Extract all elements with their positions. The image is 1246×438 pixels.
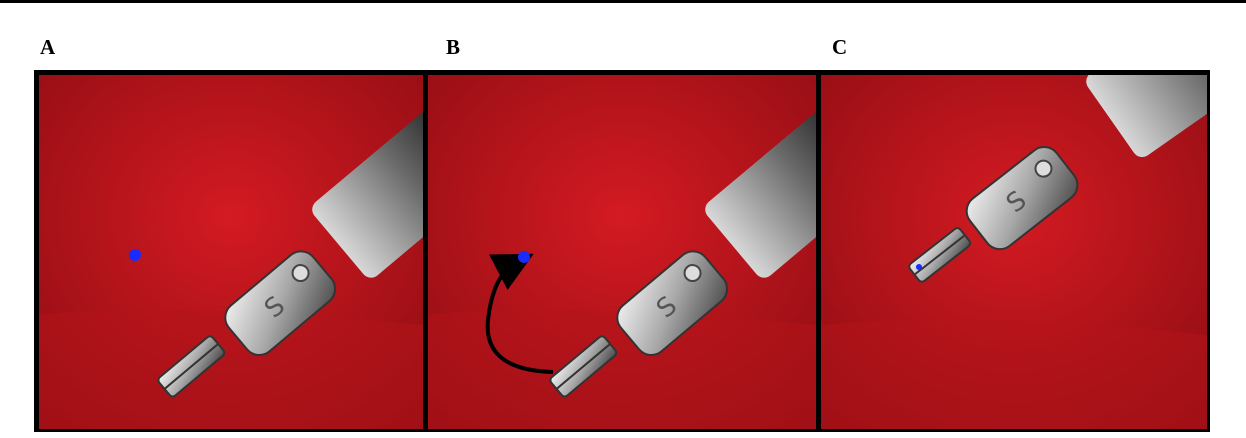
panel-label-c: C [832,35,848,59]
panel-b-image [428,75,816,429]
target-dot [129,249,141,261]
panel-c-image [821,75,1207,429]
svg-text:S: S [651,290,683,325]
panel-a-image [39,75,423,429]
panel-label-b: B [446,35,461,59]
svg-text:S: S [1001,185,1033,220]
svg-text:S: S [259,290,291,325]
target-dot [916,264,922,270]
target-dot [518,251,530,263]
panel-label-a: A [40,35,56,59]
top-rule [0,0,1246,3]
